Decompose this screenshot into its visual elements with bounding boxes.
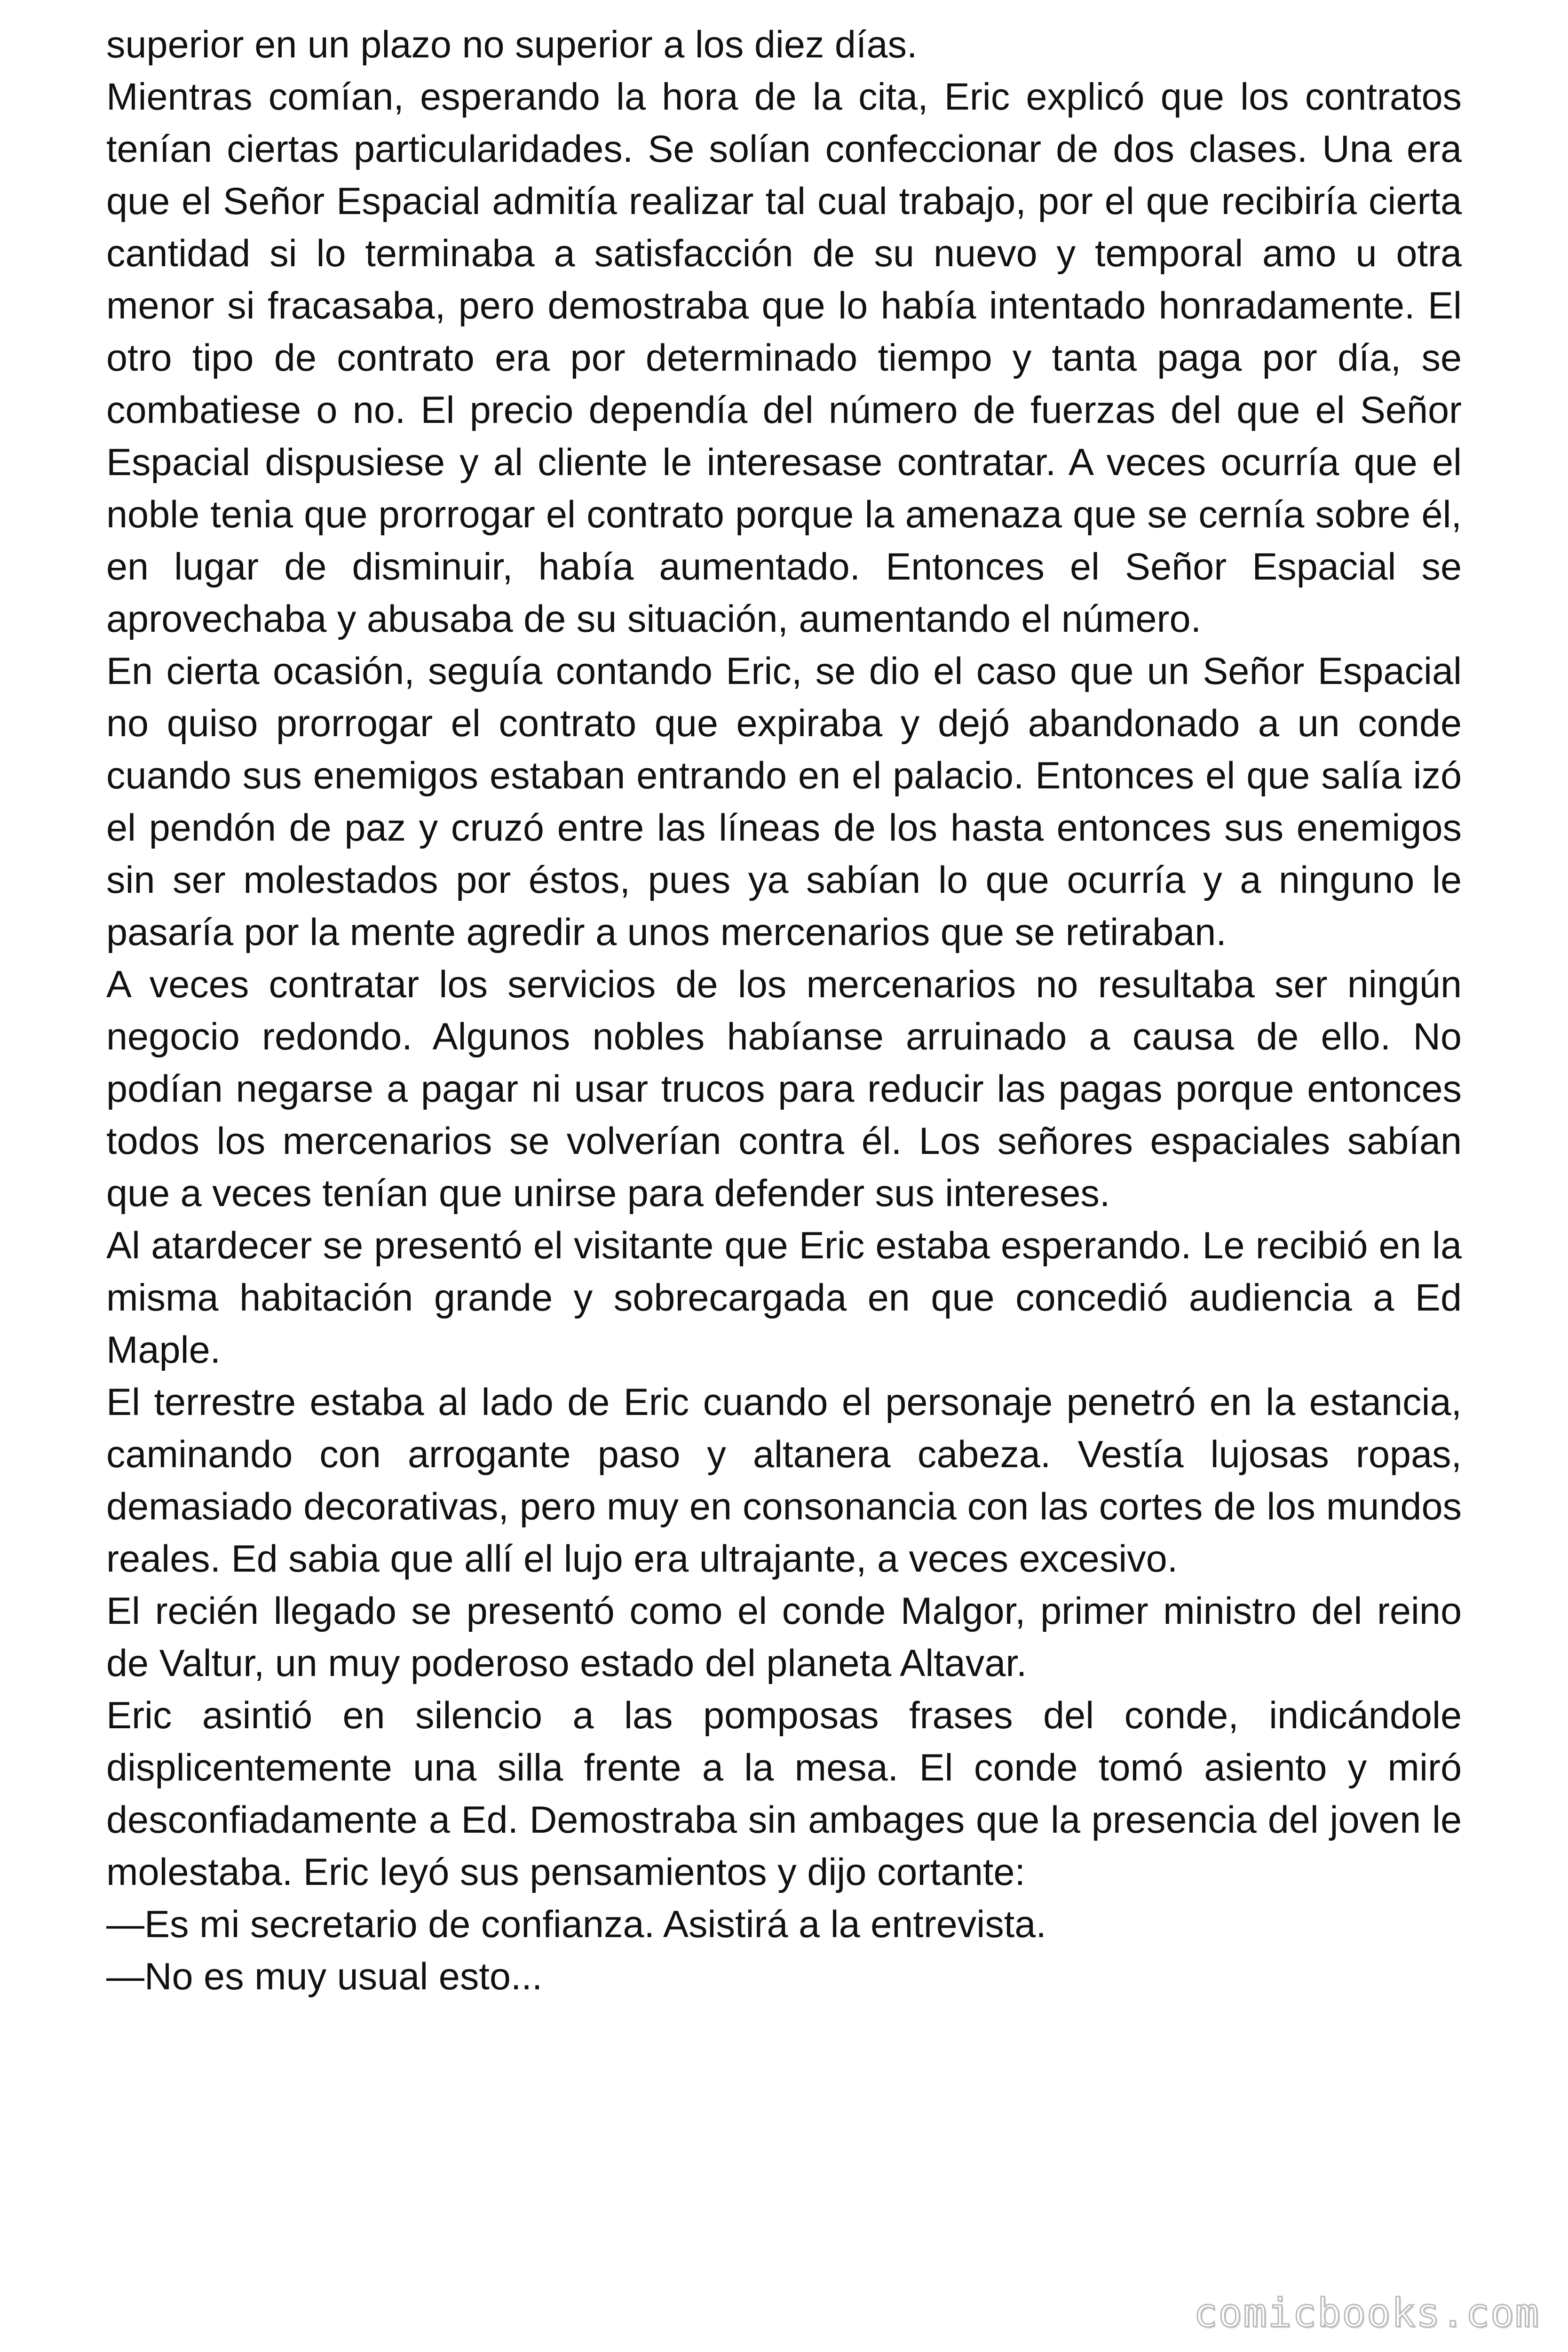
paragraph: Mientras comían, esperando la hora de la cita, Eric explicó que los contratos tenían ciertas particularidades. Se solían confeccionar de dos clases. Una era que el Señor Espacial admitía realizar tal cual trabajo, por el que recibiría cierta cantidad si lo terminaba a satisfacción de su nuevo y temporal amo u otra menor si fracasaba, pero demostraba que lo había intentado honradamente. El otro tipo de contrato era por determinado tiempo y tanta paga por día, se combatiese o no. El precio dependía del número de fuerzas del que el Señor Espacial dispusiese y al cliente le interesase contratar. A veces ocurría que el noble tenia que prorrogar el contrato porque la amenaza que se cernía sobre él, en lugar de disminuir, había aumentado. Entonces el Señor Espacial se aprovechaba y abusaba de su situación, aumentando el número. [106, 76, 1462, 640]
dialogue-line: —No es muy usual esto... [106, 1955, 543, 1998]
watermark: comicbooks.com [1193, 2290, 1540, 2336]
paragraph: El terrestre estaba al lado de Eric cuando el personaje penetró en la estancia, caminando con arrogante paso y altanera cabeza. Vestía lujosas ropas, demasiado decorativas, pero muy en consonancia con las cortes de los mundos reales. Ed sabia que allí el lujo era ultrajante, a veces excesivo. [106, 1381, 1462, 1580]
paragraph: En cierta ocasión, seguía contando Eric, se dio el caso que un Señor Espacial no quiso prorrogar el contrato que expiraba y dejó abandonado a un conde cuando sus enemigos estaban entrando en el palacio. Entonces el que salía izó el pendón de paz y cruzó entre las líneas de los hasta entonces sus enemigos sin ser molestados por éstos, pues ya sabían lo que ocurría y a ninguno le pasaría por la mente agredir a unos mercenarios que se retiraban. [106, 650, 1462, 954]
page-text [106, 19, 1462, 2003]
paragraph: A veces contratar los servicios de los mercenarios no resultaba ser ningún negocio redondo. Algunos nobles habíanse arruinado a causa de ello. No podían negarse a pagar ni usar trucos para reducir las pagas porque entonces todos los mercenarios se volverían contra él. Los señores espaciales sabían que a veces tenían que unirse para defender sus intereses. [106, 963, 1462, 1215]
paragraph: Eric asintió en silencio a las pomposas frases del conde, indicándole displicentemente una silla frente a la mesa. El conde tomó asiento y miró desconfiadamente a Ed. Demostraba sin ambages que la presencia del joven le molestaba. Eric leyó sus pensamientos y dijo cortante: [106, 1694, 1462, 1893]
dialogue-line: —Es mi secretario de confianza. Asistirá a la entrevista. [106, 1903, 1046, 1946]
paragraph: superior en un plazo no superior a los diez días. [106, 24, 918, 66]
paragraph: Al atardecer se presentó el visitante que Eric estaba esperando. Le recibió en la misma habitación grande y sobrecargada en que concedió audiencia a Ed Maple. [106, 1224, 1462, 1371]
paragraph: El recién llegado se presentó como el conde Malgor, primer ministro del reino de Valtur, un muy poderoso estado del planeta Altavar. [106, 1590, 1462, 1685]
